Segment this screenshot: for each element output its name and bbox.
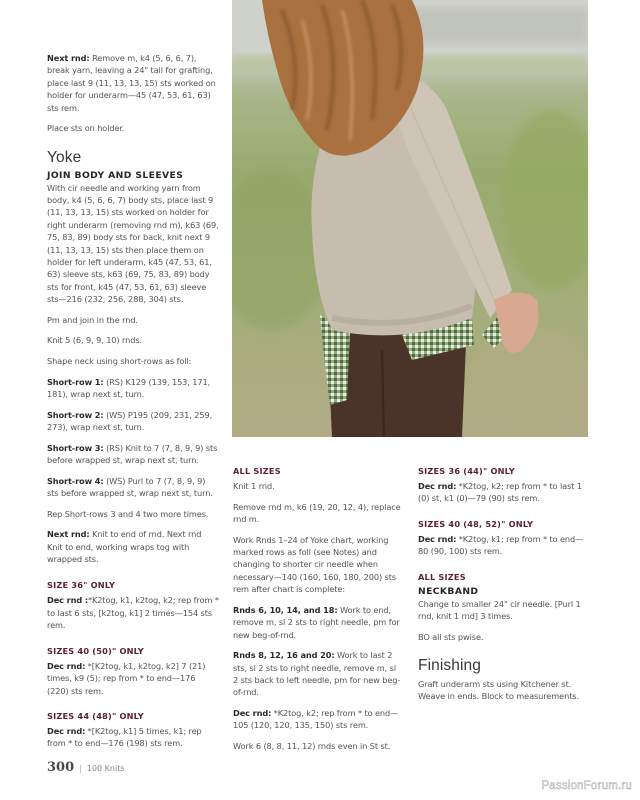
- section-heading-yoke: Yoke: [47, 148, 82, 166]
- instruction-short-row-2: Short-row 2: (WS) P195 (209, 231, 259, 273), wrap next st, turn.: [47, 409, 213, 433]
- sweater-photo: [232, 0, 588, 437]
- instruction-dec-rnd-40-48-52: Dec rnd: *K2tog, k1; rep from * to end—80 (90, 100) sts rem.: [418, 533, 584, 557]
- instruction-short-row-1: Short-row 1: (RS) K129 (139, 153, 171, 181), wrap next st, turn.: [47, 376, 211, 400]
- watermark: PassionForum.ru: [541, 780, 632, 792]
- instruction-place-sts: Place sts on holder.: [47, 123, 125, 134]
- left-column: [47, 52, 219, 758]
- size-heading-40-48-52: SIZES 40 (48, 52)" ONLY: [418, 518, 534, 529]
- size-heading-40-50: SIZES 40 (50)" ONLY: [47, 645, 144, 656]
- instruction-shape-neck: Shape neck using short-rows as foll:: [47, 356, 192, 367]
- instruction-knit-rnds: Knit 5 (6, 9, 9, 10) rnds.: [47, 335, 142, 346]
- footer-separator: |: [79, 764, 82, 773]
- instruction-remove-rnd-m: Remove rnd m, k6 (19, 20, 12, 4), replace rnd m.: [233, 501, 401, 524]
- instruction-join: With cir needle and working yarn from body, k4 (5, 6, 6, 7) body sts, place last 9 (11, 13, 13, 15) sts worked on holder for right underarm (removing rnd m), k63 (69, 75, 83, 89) body sts for back, knit next 9 (11, 13, 13, 15) sts then place them on holder for left underarm, k45 (47, 53, 61, 63) sleeve sts, k63 (69, 75, 83, 89) body sts for front, k45 (47, 53, 61, 63) sleeve sts—216 (232, 256, 288, 304) sts.: [47, 182, 219, 305]
- instruction-short-row-3: Short-row 3: (RS) Knit to 7 (7, 8, 9, 9) sts before wrapped st, wrap next st, turn.: [47, 442, 218, 466]
- instruction-rep-short-rows: Rep Short-rows 3 and 4 two more times.: [47, 508, 209, 519]
- instruction-dec-rnd-36-44: Dec rnd: *K2tog, k2; rep from * to last 1 (0) st, k1 (0)—79 (90) sts rem.: [418, 481, 582, 504]
- instruction-work-even: Work 6 (8, 8, 11, 12) rnds even in St st.: [233, 741, 391, 752]
- instruction-dec-rnd-all: Dec rnd: *K2tog, k2; rep from * to end—105 (120, 120, 135, 150) sts rem.: [233, 708, 399, 731]
- instruction-finishing: Graft underarm sts using Kitchener st. Weave in ends. Block to measurements.: [418, 679, 579, 702]
- instruction-dec-rnd-36: Dec rnd :*K2tog, k1, k2tog, k2; rep from * to last 6 sts, [k2tog, k1] 2 times—154 sts rem.: [47, 595, 219, 631]
- subheading-neckband: NECKBAND: [418, 585, 479, 597]
- size-heading-all-sizes: ALL SIZES: [233, 466, 281, 476]
- subheading-join-body-sleeves: JOIN BODY AND SLEEVES: [47, 169, 184, 181]
- size-heading-all-sizes-neckband: ALL SIZES: [418, 571, 466, 582]
- section-heading-finishing: Finishing: [418, 657, 481, 675]
- photo-illustration: [232, 0, 588, 437]
- middle-column: [233, 465, 401, 761]
- instruction-next-rnd-knit: Next rnd: Knit to end of rnd. Next rnd Knit to end, working wraps tog with wrapped sts.: [47, 529, 202, 565]
- book-title: 100 Knits: [86, 764, 125, 773]
- instruction-work-yoke-chart: Work Rnds 1–24 of Yoke chart, working marked rows as foll (see Notes) and changing to shorter cir needle when necessary—140 (160, 160, 180, 200) sts rem after chart is complete:: [233, 534, 397, 595]
- page-number: 300: [47, 760, 75, 775]
- instruction-bo: BO all sts pwise.: [418, 631, 484, 642]
- size-heading-44-48: SIZES 44 (48)" ONLY: [47, 710, 144, 721]
- instruction-change-needle: Change to smaller 24" cir needle. [Purl 1 rnd, knit 1 rnd] 3 times.: [418, 598, 581, 622]
- instruction-short-row-4: Short-row 4: (WS) Purl to 7 (7, 8, 9, 9) sts before wrapped st, wrap next st, turn.: [47, 475, 213, 499]
- right-column: [418, 465, 588, 711]
- page-footer: [47, 760, 125, 775]
- instruction-next-rnd: Next rnd: Remove m, k4 (5, 6, 6, 7), break yarn, leaving a 24" tail for grafting, place last 9 (11, 13, 13, 15) sts worked on holder for underarm—45 (47, 53, 61, 63) sts rem.: [47, 53, 216, 113]
- instruction-knit-1-rnd: Knit 1 rnd.: [233, 481, 275, 491]
- size-heading-36-44: SIZES 36 (44)" ONLY: [418, 466, 515, 476]
- size-heading-36: SIZE 36" ONLY: [47, 580, 116, 591]
- instruction-pm-join: Pm and join in the rnd.: [47, 314, 138, 325]
- instruction-rnds-6-10-14-18: Rnds 6, 10, 14, and 18: Work to end, remove m, sl 2 sts to right needle, pm for new beg-of-rnd.: [233, 604, 400, 640]
- instruction-rnds-8-12-16-20: Rnds 8, 12, 16 and 20: Work to last 2 sts, sl 2 sts to right needle, remove m, sl 2 sts back to left needle, pm for new beg-of-rnd.: [233, 650, 401, 698]
- instruction-dec-rnd-44-48: Dec rnd: *[K2tog, k1] 5 times, k1; rep from * to end—176 (198) sts rem.: [47, 725, 202, 749]
- instruction-dec-rnd-40-50: Dec rnd: *[K2tog, k1, k2tog, k2] 7 (21) times, k9 (5); rep from * to end—176 (220) sts rem.: [47, 660, 206, 696]
